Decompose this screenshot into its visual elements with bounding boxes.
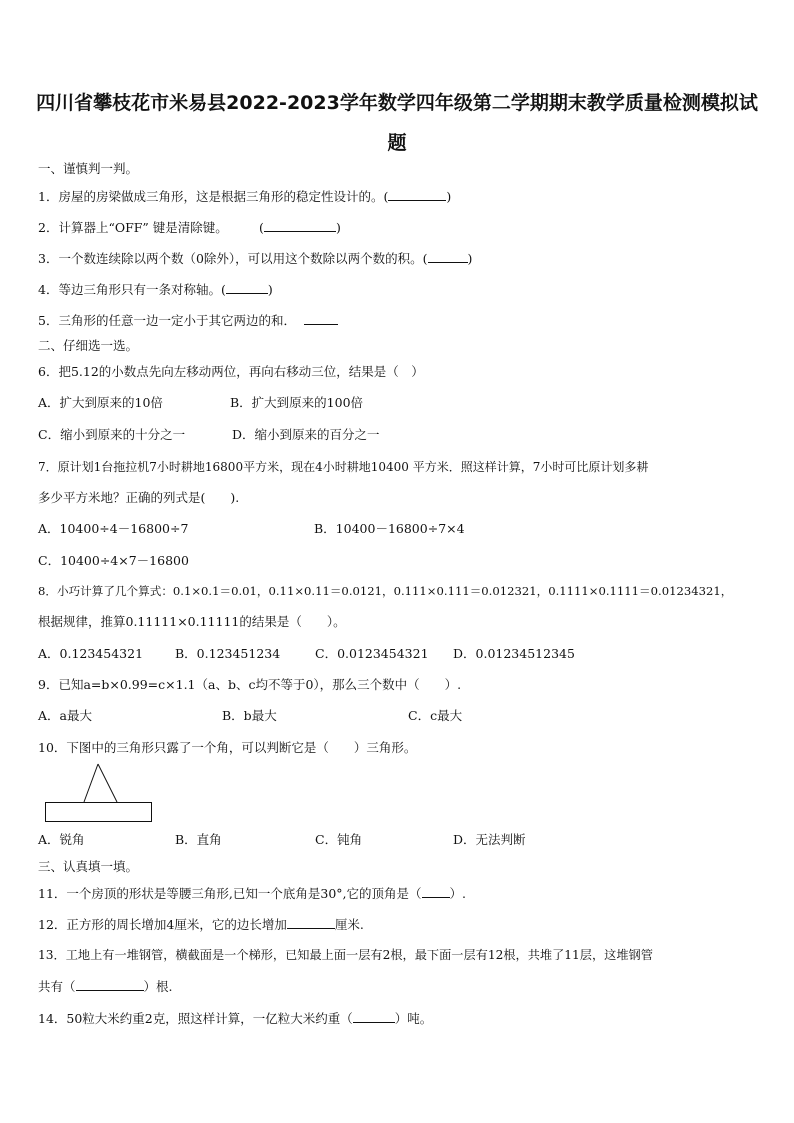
- q8-option-b[interactable]: B．0.123451234: [175, 646, 281, 661]
- q7-option-b[interactable]: B．10400－16800÷7×4: [314, 521, 465, 536]
- question-1: [38, 188, 451, 205]
- question-8-line1: 8．小巧计算了几个算式：0.1×0.1＝0.01，0.11×0.11＝0.0121，0.111×0.111＝0.012321，0.1111×0.1111＝0.01234321，: [38, 584, 733, 598]
- question-7-line1: 7．原计划1台拖拉机7小时耕地16800平方米，现在4小时耕地10400 平方米．照这样计算，7小时可比原计划多耕: [38, 460, 649, 474]
- question-13-line2: [38, 978, 173, 995]
- question-11-text: 11．一个房顶的形状是等腰三角形,已知一个底角是30°,它的顶角是（: [38, 886, 422, 901]
- question-14-text: 14．50粒大米约重2克，照这样计算，一亿粒大米约重（: [38, 1011, 353, 1026]
- answer-blank-3[interactable]: [428, 250, 468, 263]
- q8-option-c[interactable]: C．0.0123454321: [315, 646, 429, 661]
- section-heading-judge: 一、谨慎判一判。: [38, 161, 139, 176]
- question-12-text: 12．正方形的周长增加4厘米，它的边长增加: [38, 917, 287, 932]
- question-14-close: ）吨。: [394, 1011, 433, 1026]
- question-12-close: 厘米.: [334, 917, 364, 932]
- question-10: 10．下图中的三角形只露了一个角，可以判断它是（ ）三角形。: [38, 740, 417, 755]
- question-13-line1: 13．工地上有一堆钢管，横截面是一个梯形，已知最上面一层有2根，最下面一层有12根，共堆了11层，这堆钢管: [38, 948, 653, 962]
- covering-rectangle: [46, 803, 152, 822]
- q10-option-d[interactable]: D．无法判断: [453, 832, 526, 847]
- question-8-line2: 根据规律，推算0.11111×0.11111的结果是（ ）。: [38, 614, 346, 629]
- question-4-text: 4．等边三角形只有一条对称轴。(: [38, 282, 226, 297]
- question-3-close: ): [467, 251, 473, 266]
- answer-blank-12[interactable]: [287, 916, 335, 929]
- question-2: [38, 219, 341, 236]
- answer-blank-2[interactable]: [264, 219, 336, 232]
- question-11-close: ）.: [449, 886, 466, 901]
- q7-option-a[interactable]: A．10400÷4－16800÷7: [38, 521, 189, 536]
- question-7-line2: 多少平方米地？正确的列式是( ).: [38, 490, 240, 505]
- question-12: [38, 916, 364, 933]
- exam-title-line1: 四川省攀枝花市米易县2022-2023学年数学四年级第二学期期末教学质量检测模拟试: [36, 92, 758, 114]
- question-4-close: ): [267, 282, 273, 297]
- q6-option-b[interactable]: B．扩大到原来的100倍: [230, 395, 364, 410]
- question-1-close: ): [446, 189, 452, 204]
- question-9: 9．已知a=b×0.99=c×1.1（a、b、c均不等于0），那么三个数中（ ）.: [38, 677, 462, 692]
- triangle-visible-angle: [84, 764, 117, 802]
- answer-blank-1[interactable]: [388, 188, 446, 201]
- question-3: [38, 250, 472, 267]
- q10-option-a[interactable]: A．锐角: [38, 832, 85, 847]
- answer-blank-4[interactable]: [226, 281, 268, 294]
- q10-option-b[interactable]: B．直角: [175, 832, 222, 847]
- q9-option-b[interactable]: B．b最大: [222, 708, 277, 723]
- question-5: [38, 312, 338, 329]
- answer-blank-14[interactable]: [353, 1010, 395, 1023]
- answer-blank-13[interactable]: [76, 978, 144, 991]
- question-6: 6．把5.12的小数点先向左移动两位，再向右移动三位，结果是（ ）: [38, 364, 424, 379]
- question-14: [38, 1010, 432, 1027]
- q8-option-a[interactable]: A．0.123454321: [38, 646, 144, 661]
- question-13-close: ）根.: [143, 979, 173, 994]
- exam-title-line2: 题: [387, 132, 407, 154]
- section-heading-fill: 三、认真填一填。: [38, 859, 139, 874]
- question-5-text: 5．三角形的任意一边一定小于其它两边的和．: [38, 313, 296, 328]
- question-11: [38, 885, 466, 902]
- q10-option-c[interactable]: C．钝角: [315, 832, 363, 847]
- question-2-text: 2．计算器上“OFF” 键是清除键。 (: [38, 220, 264, 235]
- q7-option-c[interactable]: C．10400÷4×7－16800: [38, 553, 189, 568]
- partially-hidden-triangle-figure: [40, 760, 160, 824]
- answer-blank-11[interactable]: [422, 885, 450, 898]
- q6-option-a[interactable]: A．扩大到原来的10倍: [38, 395, 163, 410]
- section-heading-choose: 二、仔细选一选。: [38, 338, 139, 353]
- question-3-text: 3．一个数连续除以两个数（0除外），可以用这个数除以两个数的积。(: [38, 251, 428, 266]
- question-4: [38, 281, 273, 298]
- question-1-text: 1．房屋的房梁做成三角形，这是根据三角形的稳定性设计的。(: [38, 189, 389, 204]
- q6-option-d[interactable]: D．缩小到原来的百分之一: [232, 427, 380, 442]
- q9-option-a[interactable]: A．a最大: [38, 708, 92, 723]
- question-2-close: ): [335, 220, 341, 235]
- answer-blank-5[interactable]: [304, 312, 338, 325]
- q9-option-c[interactable]: C．c最大: [408, 708, 463, 723]
- q6-option-c[interactable]: C．缩小到原来的十分之一: [38, 427, 186, 442]
- question-13-text: 共有（: [38, 979, 76, 994]
- q8-option-d[interactable]: D．0.01234512345: [453, 646, 575, 661]
